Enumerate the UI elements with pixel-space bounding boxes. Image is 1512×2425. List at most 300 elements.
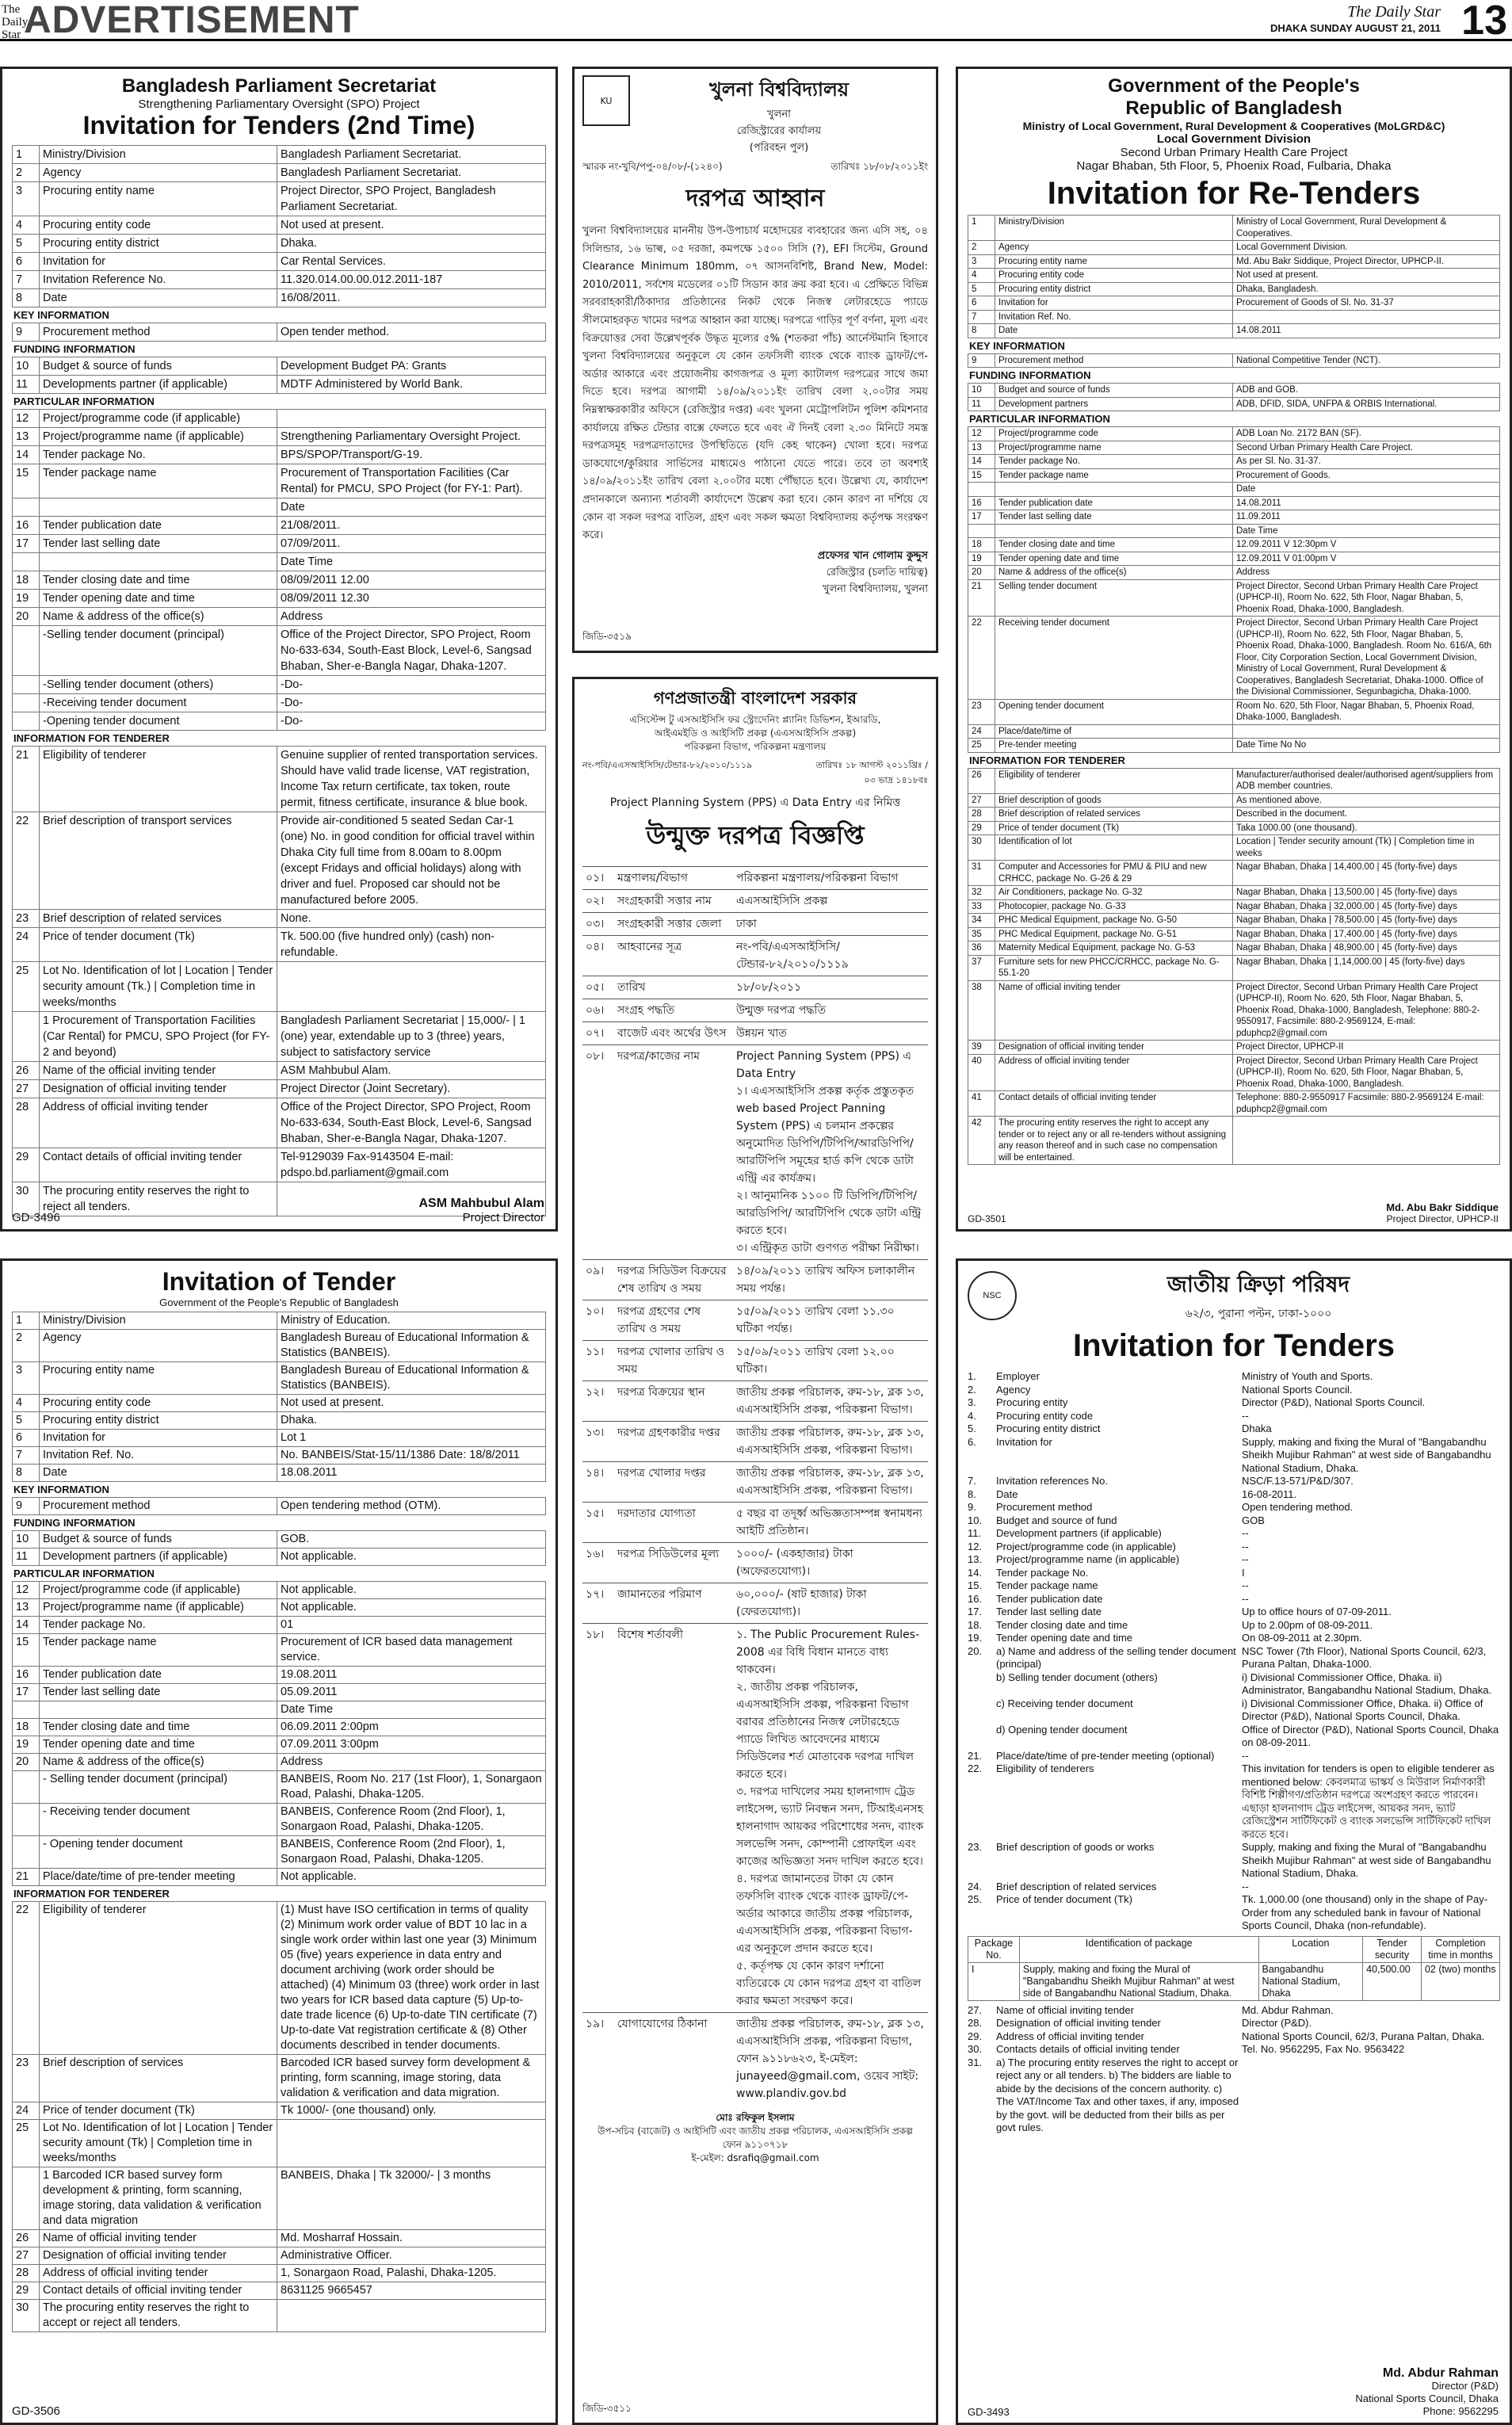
item-value: Supply, making and fixing the Mural of "Bangabandhu Sheikh Mujibur Rahman" at west side of Bangabandhu National Stadium, Dhaka.: [1242, 1841, 1491, 1879]
ad-address: Nagar Bhaban, 5th Floor, 5, Phoenix Road, Fulbaria, Dhaka: [1076, 159, 1392, 173]
row-value: [1233, 1117, 1500, 1165]
table-row: [13, 1447, 546, 1465]
row-number: 35: [968, 927, 995, 941]
row-value: 16/08/2011.: [277, 289, 546, 307]
table-row: [13, 289, 546, 307]
row-label: Developments partner (if applicable): [40, 376, 277, 394]
row-value: 08/09/2011 12.30: [277, 590, 546, 608]
ad-title: Invitation for Tenders (2nd Time): [82, 111, 475, 139]
row-label: Tender opening date and time: [40, 1736, 277, 1754]
table-row: [13, 2120, 546, 2167]
item-value: --: [1242, 1579, 1249, 1591]
ad-banbeis-tender: [0, 1258, 558, 2425]
row-number: ১৩।: [582, 1422, 614, 1462]
item-value: --: [1242, 1749, 1249, 1762]
ad-gov: গণপ্রজাতন্ত্রী বাংলাদেশ সরকার: [653, 689, 857, 708]
row-value: 21/08/2011.: [277, 517, 546, 535]
row-label: দরপত্র খোলার দপ্তর: [614, 1462, 733, 1503]
row-value: 1, Sonargaon Road, Palashi, Dhaka-1205.: [277, 2265, 546, 2282]
row-value: [1233, 724, 1500, 739]
row-value: Tk. 500.00 (five hundred only) (cash) non-refundable.: [277, 928, 546, 962]
table-row: [13, 1062, 546, 1080]
table-row: [582, 1300, 928, 1341]
row-label: দরপত্র/কাজের নাম: [614, 1045, 733, 1260]
row-label: Project/programme code (if applicable): [40, 410, 277, 428]
row-number: 21: [968, 579, 995, 617]
item-label: Procuring entity code: [996, 1409, 1094, 1422]
table-row: [582, 2013, 928, 2106]
row-number: 26: [968, 768, 995, 793]
list-item: [968, 1762, 1500, 1841]
row-label: Name of official inviting tender: [995, 980, 1233, 1041]
row-label: Agency: [995, 241, 1233, 255]
row-label: Designation of official inviting tender: [40, 1080, 277, 1098]
row-label: Procuring entity code: [40, 1395, 277, 1412]
table-row: [582, 890, 928, 913]
signature: [582, 548, 928, 598]
row-label: Budget & source of funds: [40, 357, 277, 376]
table-row: [968, 914, 1500, 928]
ad-table: [12, 1312, 546, 2332]
item-label: a) The procuring entity reserves the right to accept or reject any or all tenders. b) The bidders are liable to abide by the decisions of the concern authority. c) The VAT/Income Tax and other taxes, if any, imposed by the govt. will be deducted from their bills as per govt rules.: [996, 2056, 1239, 2133]
row-label: Computer and Accessories for PMU & PIU and new CRHCC, package No. G-26 & 29: [995, 861, 1233, 886]
gd-number: GD-3493: [968, 2406, 1010, 2418]
table-row: [13, 216, 546, 235]
item-value: Open tendering method.: [1242, 1501, 1354, 1513]
row-value: ১৮/০৮/২০১১: [733, 976, 928, 999]
row-label: Lot No. Identification of lot | Location | Tender security amount (Tk.) | Completion time in weeks/months: [40, 962, 277, 1012]
table-row: [968, 510, 1500, 525]
row-number: ০৭।: [582, 1022, 614, 1045]
section-heading: FUNDING INFORMATION: [13, 343, 136, 355]
row-label: [995, 524, 1233, 538]
row-number: [13, 626, 40, 676]
row-value: Lot 1: [277, 1430, 546, 1447]
row-value: None.: [277, 910, 546, 928]
gd-number: GD-3496: [12, 1211, 60, 1224]
newspaper-name: The Daily Star: [1347, 3, 1441, 21]
item-number: 23.: [968, 1841, 983, 1853]
row-value: [277, 2120, 546, 2167]
row-label: জামানতের পরিমাণ: [614, 1583, 733, 1624]
ad-org: Bangladesh Parliament Secretariat: [121, 75, 437, 97]
table-row: [13, 1599, 546, 1617]
item-value: This invitation for tenders is open to eligible tenderer as mentioned below: কেবলমাত্র ভাস্কর্য ও মিউরাল নির্মাণকারী বিশিষ্ট শিল্পীগণ/প্রতিষ্ঠান দরপত্রে অংশগ্রহণ করতে পারবেন। এছাড়া হালনাগাদ ট্রেড লাইসেন্স, আয়কর সনদ, ভ্যাট রেজিস্ট্রেশন সার্টিফিকেট ও ব্যাংক সলভেন্সি সার্টিফিকেট দাখিল করতে হবে।: [1242, 1762, 1495, 1840]
table-row: [968, 941, 1500, 956]
row-value: Office of the Project Director, SPO Project, Room No-633-634, South-East Block, Level-6, Sangsad Bhaban, Sher-e-Bangla Nagar, Dhaka-1207.: [277, 1098, 546, 1148]
row-value: Date Time: [1233, 524, 1500, 538]
row-value: Location | Tender security amount (Tk) | Completion time in weeks: [1233, 835, 1500, 861]
item-label: c) Receiving tender document: [996, 1697, 1133, 1709]
row-label: Opening tender document: [995, 699, 1233, 724]
row-number: 33: [968, 899, 995, 914]
table-row: [968, 427, 1500, 441]
row-label: যোগাযোগের ঠিকানা: [614, 2013, 733, 2106]
row-label: Development partners: [995, 397, 1233, 411]
masthead-logo: The Daily Star: [2, 3, 29, 41]
row-label: দরদাতার যোগ্যতা: [614, 1503, 733, 1543]
item-number: 19.: [968, 1632, 983, 1644]
section-title: ADVERTISEMENT: [24, 0, 360, 41]
row-label: Ministry/Division: [40, 146, 277, 164]
row-label: [40, 1701, 277, 1719]
table-row: [13, 235, 546, 253]
table-row: [13, 323, 546, 342]
row-label: Tender last selling date: [40, 535, 277, 553]
table-row: [13, 1771, 546, 1804]
row-label: Tender package No.: [40, 446, 277, 464]
list-item: [968, 1553, 1500, 1567]
item-number: [968, 1698, 996, 1724]
row-value: 14.08.2011: [1233, 496, 1500, 510]
ad-table: [582, 866, 928, 2105]
ad-uphcp-re-tender: [956, 67, 1512, 1232]
item-value: Dhaka: [1242, 1423, 1272, 1434]
row-number: 11: [968, 397, 995, 411]
table-row: [13, 1869, 546, 1886]
row-label: [995, 483, 1233, 497]
item-label: Brief description of goods or works: [996, 1841, 1155, 1853]
ad-division: Local Government Division: [1156, 132, 1312, 146]
row-value: 12.09.2011 V 12:30pm V: [1233, 538, 1500, 552]
table-row: [968, 1054, 1500, 1091]
row-value: Address: [277, 608, 546, 626]
row-value: 18.08.2011: [277, 1465, 546, 1482]
row-label: Identification of lot: [995, 835, 1233, 861]
item-number: 6.: [968, 1435, 976, 1448]
table-row: [13, 626, 546, 676]
row-label: Contact details of official inviting tender: [40, 2282, 277, 2300]
row-value: Described in the document.: [1233, 808, 1500, 822]
item-value: --: [1242, 1880, 1249, 1892]
row-label: Procurement method: [995, 353, 1233, 368]
item-value: i) Divisional Commissioner Office, Dhaka. ii) Administrator, Bangabandhu National Stadium, Dhaka.: [1242, 1671, 1492, 1696]
item-value: Ministry of Youth and Sports.: [1242, 1370, 1373, 1382]
item-number: 15.: [968, 1579, 983, 1591]
row-value: Dhaka.: [277, 235, 546, 253]
row-value: নং-পবি/এএসআইসিসি/টেন্ডার-৮২/২০১০/১১১৯: [733, 936, 928, 976]
row-value: -Do-: [277, 694, 546, 712]
row-number: 8: [13, 289, 40, 307]
row-value: উন্নয়ন খাত: [733, 1022, 928, 1045]
list-item: [968, 1724, 1500, 1750]
row-value: Ministry of Education.: [277, 1312, 546, 1330]
item-number: 22.: [968, 1762, 983, 1774]
list-item: [968, 2056, 1500, 2135]
row-number: 14: [968, 455, 995, 469]
row-number: 27: [13, 1080, 40, 1098]
row-value: Car Rental Services.: [277, 253, 546, 271]
row-number: [968, 524, 995, 538]
row-number: 11: [13, 1549, 40, 1566]
row-number: 10: [968, 384, 995, 398]
ad-gov1: Government of the People's: [1108, 75, 1360, 97]
row-value: Bangladesh Parliament Secretariat.: [277, 146, 546, 164]
row-label: -Selling tender document (principal): [40, 626, 277, 676]
row-value: Not applicable.: [277, 1599, 546, 1617]
row-label: -Opening tender document: [40, 712, 277, 731]
row-label: সংগ্রহকারী সত্তার জেলা: [614, 913, 733, 936]
page-number: 13: [1461, 0, 1507, 44]
row-label: Project/programme name: [995, 441, 1233, 455]
package-cell: Identification of package: [1019, 1936, 1258, 1962]
row-number: 29: [13, 1148, 40, 1182]
list-item: [968, 1841, 1500, 1881]
row-value: Not applicable.: [277, 1869, 546, 1886]
row-value: উন্মুক্ত দরপত্র পদ্ধতি: [733, 999, 928, 1022]
row-number: 7: [13, 1447, 40, 1465]
item-label: Price of tender document (Tk): [996, 1893, 1132, 1905]
row-value: Not applicable.: [277, 1549, 546, 1566]
table-row: [13, 1312, 546, 1330]
table-row: [968, 397, 1500, 411]
item-label: Tender publication date: [996, 1592, 1103, 1605]
row-number: 13: [13, 1599, 40, 1617]
ad-project: Second Urban Primary Health Care Project: [1120, 146, 1348, 159]
row-number: [13, 498, 40, 517]
row-label: তারিখ: [614, 976, 733, 999]
row-number: [13, 1012, 40, 1062]
row-label: Place/date/time of pre-tender meeting: [40, 1869, 277, 1886]
row-value: Barcoded ICR based survey form development & printing, form scanning, image storing, data validation & verification and data migration.: [277, 2055, 546, 2102]
table-row: [582, 1583, 928, 1624]
item-number: 11.: [968, 1527, 982, 1539]
item-value: Office of Director (P&D), National Sports Council, Dhaka on 08-09-2011.: [1242, 1723, 1499, 1748]
list-item: [968, 2043, 1500, 2056]
item-label: Invitation for: [996, 1435, 1052, 1448]
row-number: 26: [13, 2230, 40, 2247]
row-value: ৬০,০০০/- (ষাট হাজার) টাকা (ফেরতযোগ্য)।: [733, 1583, 928, 1624]
table-row: [582, 1022, 928, 1045]
row-number: ০৩।: [582, 913, 614, 936]
row-label: Tender package name: [40, 1634, 277, 1667]
row-value: 01: [277, 1617, 546, 1634]
row-number: 12: [13, 1582, 40, 1599]
row-value: Administrative Officer.: [277, 2247, 546, 2265]
row-number: ১৯।: [582, 2013, 614, 2106]
ad-parliament-tender: [0, 67, 558, 1232]
ad-gov2: Republic of Bangladesh: [1125, 97, 1342, 119]
ad-sub1: এসিস্টেন্স টু এসআইসিসি ফর স্ট্রেংদেনিং প্ল্যানিং ডিভিশন, ইআরডি,: [629, 714, 881, 725]
item-number: 12.: [968, 1540, 983, 1552]
row-value: ৫ বছর বা তদূর্ধ্ব অভিজ্ঞতাসম্পন্ন স্বনামধন্য আইটি প্রতিষ্ঠান।: [733, 1503, 928, 1543]
row-value: Project Director, Second Urban Primary Health Care Project (UPHCP-II), Room No. 620, 5th Floor, Nagar Bhaban, 5, Phoenix Road, Dhaka-1000, Bangladesh, Telephone: 880-2-9550917, Facsimile: 880-2-9569124, E-mail: pduphcp2@gmail.com: [1233, 980, 1500, 1041]
row-label: Maternity Medical Equipment, package No. G-53: [995, 941, 1233, 956]
table-row: [968, 768, 1500, 793]
row-value: ASM Mahbubul Alam.: [277, 1062, 546, 1080]
row-number: 13: [968, 441, 995, 455]
row-number: 40: [968, 1054, 995, 1091]
table-row: [13, 498, 546, 517]
list-item: [968, 1396, 1500, 1410]
item-value: --: [1242, 1553, 1249, 1565]
table-row: [13, 2055, 546, 2102]
row-number: 10: [13, 1531, 40, 1549]
table-row: [968, 1936, 1500, 1962]
table-row: [582, 1462, 928, 1503]
row-number: ১৮।: [582, 1624, 614, 2013]
row-value: ১৫/০৯/২০১১ তারিখ বেলা ১১.৩০ ঘটিকা পর্যন্ত।: [733, 1300, 928, 1341]
row-label: Project/programme name (if applicable): [40, 1599, 277, 1617]
row-value: 08/09/2011 12.00: [277, 571, 546, 590]
row-value: Taka 1000.00 (one thousand).: [1233, 821, 1500, 835]
section-heading: INFORMATION FOR TENDERER: [13, 732, 170, 744]
row-label: Date: [40, 289, 277, 307]
row-value: -Do-: [277, 712, 546, 731]
section-heading: INFORMATION FOR TENDERER: [969, 754, 1125, 766]
row-number: 18: [13, 1719, 40, 1736]
item-label: Procurement method: [996, 1501, 1093, 1513]
row-value: 8631125 9665457: [277, 2282, 546, 2300]
row-label: Address of official inviting tender: [995, 1054, 1233, 1091]
row-value: জাতীয় প্রকল্প পরিচালক, রুম-১৮, ব্লক ১৩, এএসআইসিসি প্রকল্প, পরিকল্পনা বিভাগ, ফোন ৯১১৮৬২৩, ই-মেইল: junayeed@gmail.com, ওয়েব সাইট: www.plandiv.gov.bd: [733, 2013, 928, 2106]
row-value: ১০০০/- (একহাজার) টাকা (অফেরতযোগ্য)।: [733, 1543, 928, 1583]
row-label: Eligibility of tenderer: [40, 747, 277, 812]
gd-number: GD-3506: [12, 2404, 60, 2418]
row-number: 34: [968, 914, 995, 928]
table-row: [968, 384, 1500, 398]
item-label: Date: [996, 1487, 1018, 1500]
row-number: 13: [13, 428, 40, 446]
row-label: Name & address of the office(s): [995, 566, 1233, 580]
row-number: 4: [968, 269, 995, 283]
item-value: 16-08-2011.: [1242, 1487, 1297, 1500]
row-label: PHC Medical Equipment, package No. G-51: [995, 927, 1233, 941]
list-item: [968, 1475, 1500, 1488]
item-label: Agency: [996, 1383, 1031, 1396]
table-row: [968, 1962, 1500, 2000]
row-number: [968, 483, 995, 497]
table-row: [13, 164, 546, 182]
row-value: Not applicable.: [277, 1582, 546, 1599]
item-number: 7.: [968, 1475, 976, 1487]
item-label: Budget and source of fund: [996, 1514, 1117, 1526]
package-cell: Package No.: [968, 1936, 1020, 1962]
row-number: 1: [13, 146, 40, 164]
item-value: Up to office hours of 07-09-2011.: [1242, 1606, 1392, 1617]
row-label: Invitation for: [995, 296, 1233, 311]
ad-items-2: [968, 2004, 1500, 2135]
item-label: d) Opening tender document: [996, 1723, 1128, 1736]
table-row: [582, 1260, 928, 1300]
table-row: [13, 271, 546, 289]
list-item: [968, 1567, 1500, 1580]
row-number: 22: [968, 617, 995, 700]
nsc-logo: NSC: [968, 1271, 1017, 1320]
row-value: Bangladesh Parliament Secretariat | 15,000/- | 1 (one) year, extendable up to 3 (three) years, subject to satisfactory service: [277, 1012, 546, 1062]
row-label: Eligibility of tenderer: [40, 1902, 277, 2055]
row-value: Tel-9129039 Fax-9143504 E-mail: pdspo.bd.parliament@gmail.com: [277, 1148, 546, 1182]
row-label: Name of the official inviting tender: [40, 1062, 277, 1080]
row-label: Selling tender document: [995, 579, 1233, 617]
row-label: Address of official inviting tender: [40, 2265, 277, 2282]
item-number: 8.: [968, 1487, 976, 1500]
item-number: 1.: [968, 1370, 976, 1382]
row-number: 20: [13, 1754, 40, 1771]
row-label: Tender opening date and time: [995, 552, 1233, 566]
table-row: [13, 1684, 546, 1701]
row-label: দরপত্র গ্রহণের শেষ তারিখ ও সময়: [614, 1300, 733, 1341]
row-label: Brief description of transport services: [40, 812, 277, 910]
item-value: I: [1242, 1566, 1245, 1579]
row-number: 20: [968, 566, 995, 580]
list-item: [968, 2017, 1500, 2030]
item-value: --: [1242, 1592, 1249, 1605]
row-number: 8: [968, 324, 995, 338]
row-value: Dhaka.: [277, 1412, 546, 1430]
row-value: ১. The Public Procurement Rules-2008 এর বিধি বিধান মানতে বাধ্য থাকবেন। ২. জাতীয় প্রকল্প পরিচালক, এএসআইসিসি প্রকল্প, পরিকল্পনা বিভাগ বরাবর প্রতিষ্ঠানের নিজস্ব লেটারহেডে প্যাডে লিখিত আবেদনের মাধ্যমে সিডিউলের শর্ত মোতাবেক দরপত্র দাখিল করতে হবে। ৩. দরপত্র দাখিলের সময় হালনাগাদ ট্রেড লাইসেন্স, ভ্যাট নিবন্ধন সনদ, টিআইএনসহ হালনাগাদ আয়কর পরিশোধের সনদ, ব্যাংক সলভেন্সি সনদ, কোম্পানী প্রোফাইল এবং কাজের অভিজ্ঞতা সনদ দাখিল করতে হবে। ৪. দরপত্র জামানতের টাকা যে কোন তফসিলি ব্যাংক থেকে ব্যাংক ড্রাফট/পে-অর্ডার আকারে জাতীয় প্রকল্প পরিচালক, এএসআইসিসি প্রকল্প, পরিকল্পনা বিভাগ-এর অনুকূলে প্রদান করতে হবে। ৫. কর্তৃপক্ষ যে কোন কারণ দর্শানো ব্যতিরেকে যে কোন দরপত্র গ্রহণ বা বাতিল করার ক্ষমতা সংরক্ষণ করে।: [733, 1624, 928, 2013]
table-row: [13, 571, 546, 590]
row-label: Brief description of services: [40, 2055, 277, 2102]
section-heading: PARTICULAR INFORMATION: [13, 1568, 155, 1579]
table-row: [13, 1667, 546, 1684]
list-item: [968, 1881, 1500, 1894]
signatory-title: রেজিস্ট্রার (চলতি দায়িত্ব): [826, 566, 928, 579]
table-row: [968, 793, 1500, 808]
row-label: Date: [995, 324, 1233, 338]
row-value: Date Time: [277, 553, 546, 571]
row-label: -Selling tender document (others): [40, 676, 277, 694]
university-logo: KU: [582, 75, 630, 126]
table-row: [968, 1041, 1500, 1055]
row-value: BANBEIS, Conference Room (2nd Floor), 1, Sonargaon Road, Palashi, Dhaka-1205.: [277, 1804, 546, 1836]
gd-number: জিডি-৩৫১১: [582, 2403, 632, 2414]
row-label: Development partners (if applicable): [40, 1549, 277, 1566]
row-number: 28: [13, 1098, 40, 1148]
section-heading: KEY INFORMATION: [13, 1484, 109, 1495]
table-row: [968, 524, 1500, 538]
row-value: Project Director, UPHCP-II: [1233, 1041, 1500, 1055]
section-heading: INFORMATION FOR TENDERER: [13, 1888, 170, 1900]
row-label: 1 Barcoded ICR based survey form development & printing, form scanning, image storing, data validation & verification and data migration: [40, 2167, 277, 2230]
row-number: ১০।: [582, 1300, 614, 1341]
table-row: [582, 1543, 928, 1583]
table-row: [13, 535, 546, 553]
ad-table: [12, 145, 546, 1216]
row-value: ADB Loan No. 2172 BAN (SF).: [1233, 427, 1500, 441]
row-value: জাতীয় প্রকল্প পরিচালক, রুম-১৮, ব্লক ১৩, এএসআইসিসি প্রকল্প, পরিকল্পনা বিভাগ।: [733, 1381, 928, 1422]
row-number: 12: [968, 427, 995, 441]
table-row: [968, 886, 1500, 900]
row-number: 29: [968, 821, 995, 835]
row-label: Tender publication date: [40, 517, 277, 535]
row-value: Office of the Project Director, SPO Project, Room No-633-634, South-East Block, Level-6, Sangsad Bhaban, Sher-e-Bangla Nagar, Dhaka-1207.: [277, 626, 546, 676]
table-row: [968, 1091, 1500, 1117]
table-row: [13, 1836, 546, 1869]
table-row: [968, 1117, 1500, 1165]
item-number: 27.: [968, 2003, 983, 2016]
row-value: Open tendering method (OTM).: [277, 1498, 546, 1515]
item-value: Tel. No. 9562295, Fax No. 9563422: [1242, 2043, 1405, 2055]
row-label: Procuring entity district: [40, 235, 277, 253]
row-number: 22: [13, 812, 40, 910]
row-number: 16: [968, 496, 995, 510]
item-number: 24.: [968, 1880, 983, 1892]
row-number: 24: [968, 724, 995, 739]
row-value: Nagar Bhaban, Dhaka | 78,500.00 | 45 (forty-five) days: [1233, 914, 1500, 928]
row-value: 11.320.014.00.00.012.2011-187: [277, 271, 546, 289]
table-row: [582, 1381, 928, 1422]
row-value: Project Director, Second Urban Primary Health Care Project (UPHCP-II), Room No. 622, 5th Floor, Nagar Bhaban, 5, Phoenix Road, Dhaka-1000, Bangladesh.: [1233, 579, 1500, 617]
signatory-title: উপ-সচিব (বাজেট) ও আইসিটি এবং জাতীয় প্রকল্প পরিচালক, এএসআইসিসি প্রকল্প: [598, 2125, 913, 2137]
list-item: [968, 1893, 1500, 1933]
row-number: ০৬।: [582, 999, 614, 1022]
row-number: 41: [968, 1091, 995, 1117]
package-cell: Tender security: [1363, 1936, 1422, 1962]
row-value: জাতীয় প্রকল্প পরিচালক, রুম-১৮, ব্লক ১৩, এএসআইসিসি প্রকল্প, পরিকল্পনা বিভাগ।: [733, 1462, 928, 1503]
row-value: Telephone: 880-2-9550917 Facsimile: 880-2-9569124 E-mail: pduphcp2@gmail.com: [1233, 1091, 1500, 1117]
row-label: Tender package name: [40, 464, 277, 498]
